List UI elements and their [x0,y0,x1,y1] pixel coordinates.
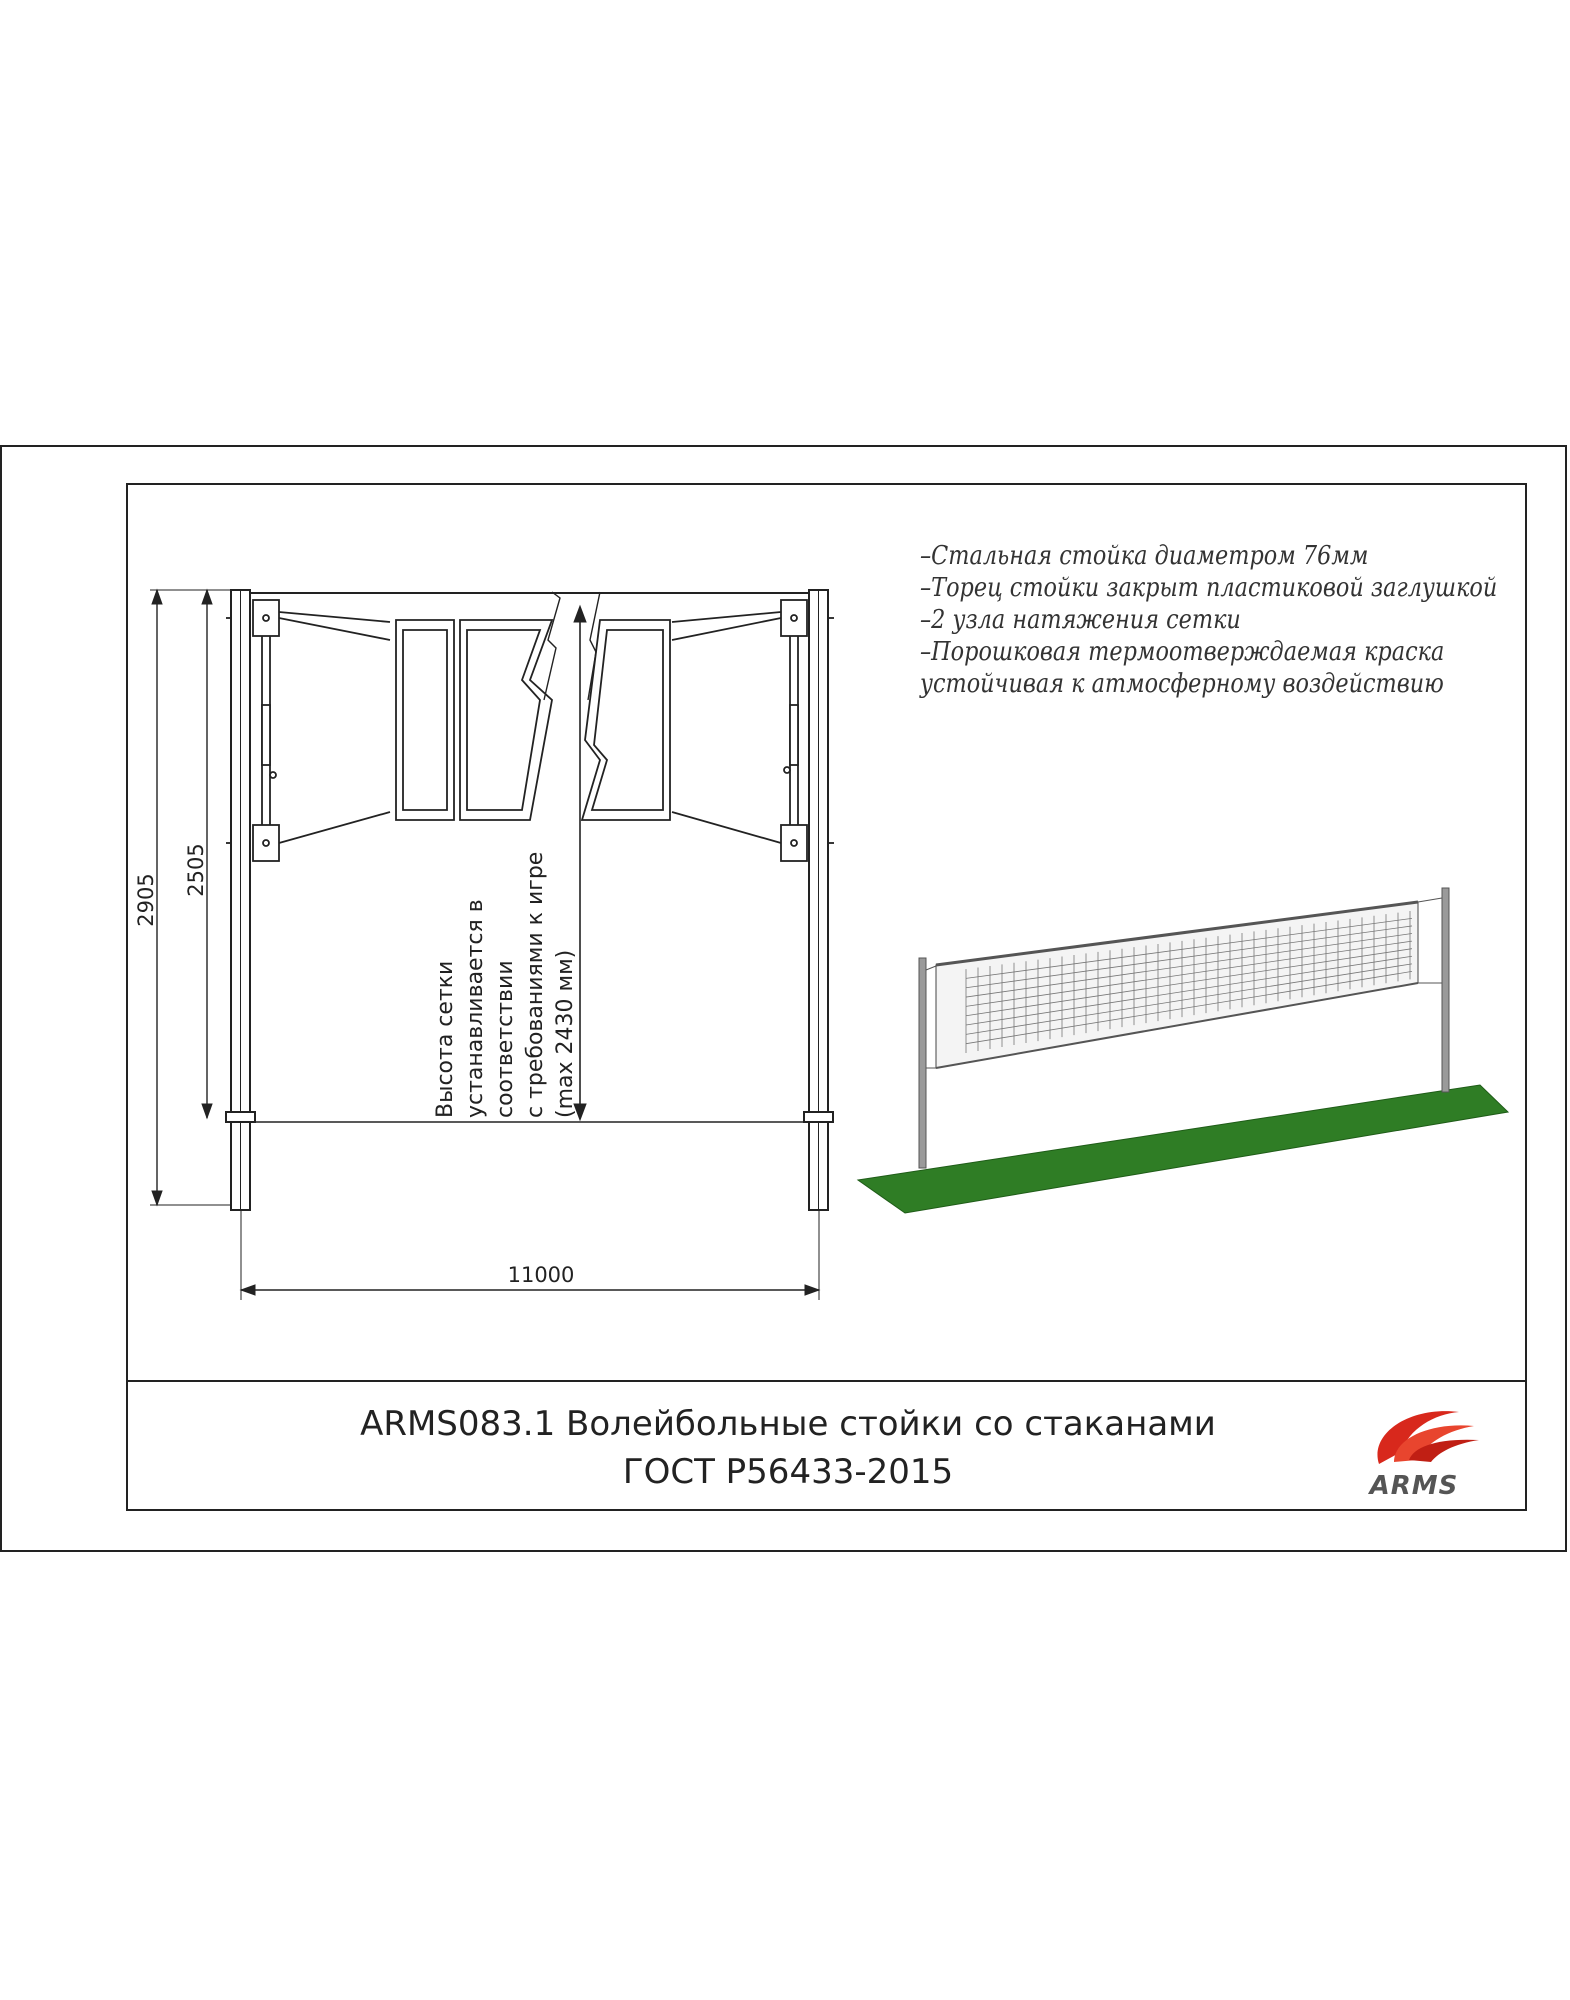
post-3d-left [919,958,936,1168]
right-post [804,590,833,1210]
title-line-1: ARMS083.1 Волейбольные стойки со стаканами [360,1404,1216,1444]
title-text [128,1400,1448,1496]
grass-strip [858,1085,1508,1213]
net-3d [936,902,1418,1068]
dim-span-label: 11000 [507,1263,575,1287]
dim-total-height-label: 2905 [134,873,158,927]
net-height-note [433,852,578,1118]
svg-text:ARMS: ARMS [1369,1471,1459,1501]
spec-line: –Торец стойки закрыт пластиковой заглушкой [920,573,1498,603]
spec-line: –Стальная стойка диаметром 76мм [920,541,1369,571]
court-3d-view [858,888,1508,1213]
title-line-2: ГОСТ Р56433-2015 [622,1452,954,1492]
spec-list [920,540,1520,700]
spec-line: –Порошковая термоотверждаемая краска [920,637,1445,667]
title-block [126,1380,1527,1511]
net-panel [396,592,670,820]
post-3d-right [1418,888,1449,1092]
arms-logo [1339,1394,1489,1504]
dim-net-top-height-label: 2505 [184,843,208,897]
net-note-line-3: соответствии [493,960,518,1118]
net-note-line-1: Высота сетки [433,960,458,1118]
net-note-line-2: устанавливается в [463,899,488,1118]
net-note-line-5: (max 2430 мм) [553,949,578,1118]
net-note-line-4: с требованиями к игре [523,851,548,1118]
left-post [226,590,255,1210]
spec-line: устойчивая к атмосферному воздействию [920,669,1444,699]
spec-line: –2 узла натяжения сетки [920,605,1241,635]
